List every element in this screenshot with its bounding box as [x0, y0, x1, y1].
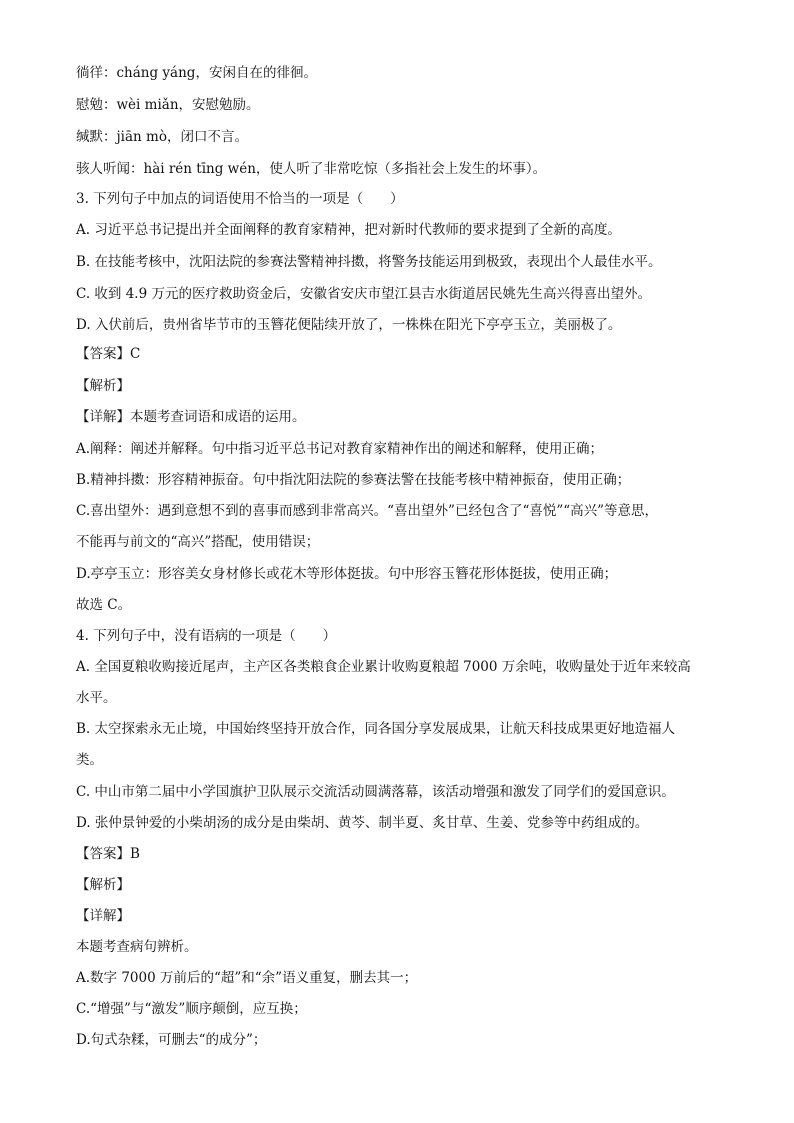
question-3-option-b: B. 在技能考核中，沈阳法院的参赛法警精神抖擞，将警务技能运用到极致，表现出个人最佳水平。 — [76, 254, 662, 270]
question-3-answer: 【答案】C — [76, 346, 141, 362]
question-3-analysis-line: B.精神抖擞：形容精神振奋。句中指沈阳法院的参赛法警在技能考核中精神振奋，使用正确； — [76, 472, 631, 488]
question-4-option-a: A. 全国夏粮收购接近尾声，主产区各类粮食企业累计收购夏粮超 7000 万余吨，收购量处于近年来较高 — [76, 659, 691, 675]
question-4-option-d: D. 张仲景钟爱的小柴胡汤的成分是由柴胡、黄芩、制半夏、炙甘草、生姜、党参等中药组成的。 — [76, 815, 649, 831]
question-4-option-b-cont: 类。 — [76, 752, 103, 768]
question-4-stem: 4. 下列句子中，没有语病的一项是（ ） — [76, 628, 337, 644]
question-3-analysis-line: D.亭亭玉立：形容美女身材修长或花木等形体挺拔。句中形容玉簪花形体挺拔，使用正确； — [76, 566, 618, 582]
question-3-option-a: A. 习近平总书记提出并全面阐释的教育家精神，把对新时代教师的要求提到了全新的高度。 — [76, 222, 621, 238]
question-3-analysis-line: 不能再与前文的“高兴”搭配，使用错误； — [76, 534, 320, 550]
question-4-answer: 【答案】B — [76, 846, 140, 862]
question-4-option-c: C. 中山市第二届中小学国旗护卫队展示交流活动圆满落幕，该活动增强和激发了同学们的爱国意识。 — [76, 784, 675, 800]
question-4-analysis-line: C.“增强”与“激发”顺序颠倒，应互换； — [76, 1001, 307, 1017]
question-3-option-d: D. 入伏前后，贵州省毕节市的玉簪花便陆续开放了，一株株在阳光下亭亭玉立，美丽极了。 — [76, 317, 622, 333]
question-3-analysis-label: 【解析】 — [76, 378, 130, 394]
question-4-analysis-line: A.数字 7000 万前后的“超”和“余”语义重复，删去其一； — [76, 970, 418, 986]
question-4-analysis-line: 本题考查病句辨析。 — [76, 939, 198, 955]
glossary-item: 缄默：jiān mò，闭口不言。 — [76, 129, 248, 145]
glossary-item: 骇人听闻：hài rén tīng wén，使人听了非常吃惊（多指社会上发生的坏事）。 — [76, 161, 547, 177]
question-3-option-c: C. 收到 4.9 万元的医疗救助资金后，安徽省安庆市望江县吉水街道居民姚先生高兴得喜出望外。 — [76, 286, 651, 302]
glossary-item: 徜徉：cháng yáng，安闲自在的徘徊。 — [76, 65, 317, 81]
question-3-analysis-line: A.阐释：阐述并解释。句中指习近平总书记对教育家精神作出的阐述和解释，使用正确； — [76, 441, 604, 457]
question-4-option-a-cont: 水平。 — [76, 690, 117, 706]
question-4-option-b: B. 太空探索永无止境，中国始终坚持开放合作，同各国分享发展成果，让航天科技成果更好地造福人 — [76, 721, 676, 737]
question-4-detail-label: 【详解】 — [76, 908, 130, 924]
question-4-analysis-line: D.句式杂糅，可删去“的成分”； — [76, 1032, 267, 1048]
question-3-conclusion: 故选 C。 — [76, 597, 132, 613]
question-3-detail-label: 【详解】本题考查词语和成语的运用。 — [76, 409, 306, 425]
question-3-stem: 3. 下列句子中加点的词语使用不恰当的一项是（ ） — [76, 191, 404, 207]
question-4-analysis-label: 【解析】 — [76, 877, 130, 893]
question-3-analysis-line: C.喜出望外：遇到意想不到的喜事而感到非常高兴。“喜出望外”已经包含了“喜悦”“高兴”等意思， — [76, 503, 659, 519]
glossary-item: 慰勉：wèi miǎn，安慰勉励。 — [76, 97, 260, 113]
